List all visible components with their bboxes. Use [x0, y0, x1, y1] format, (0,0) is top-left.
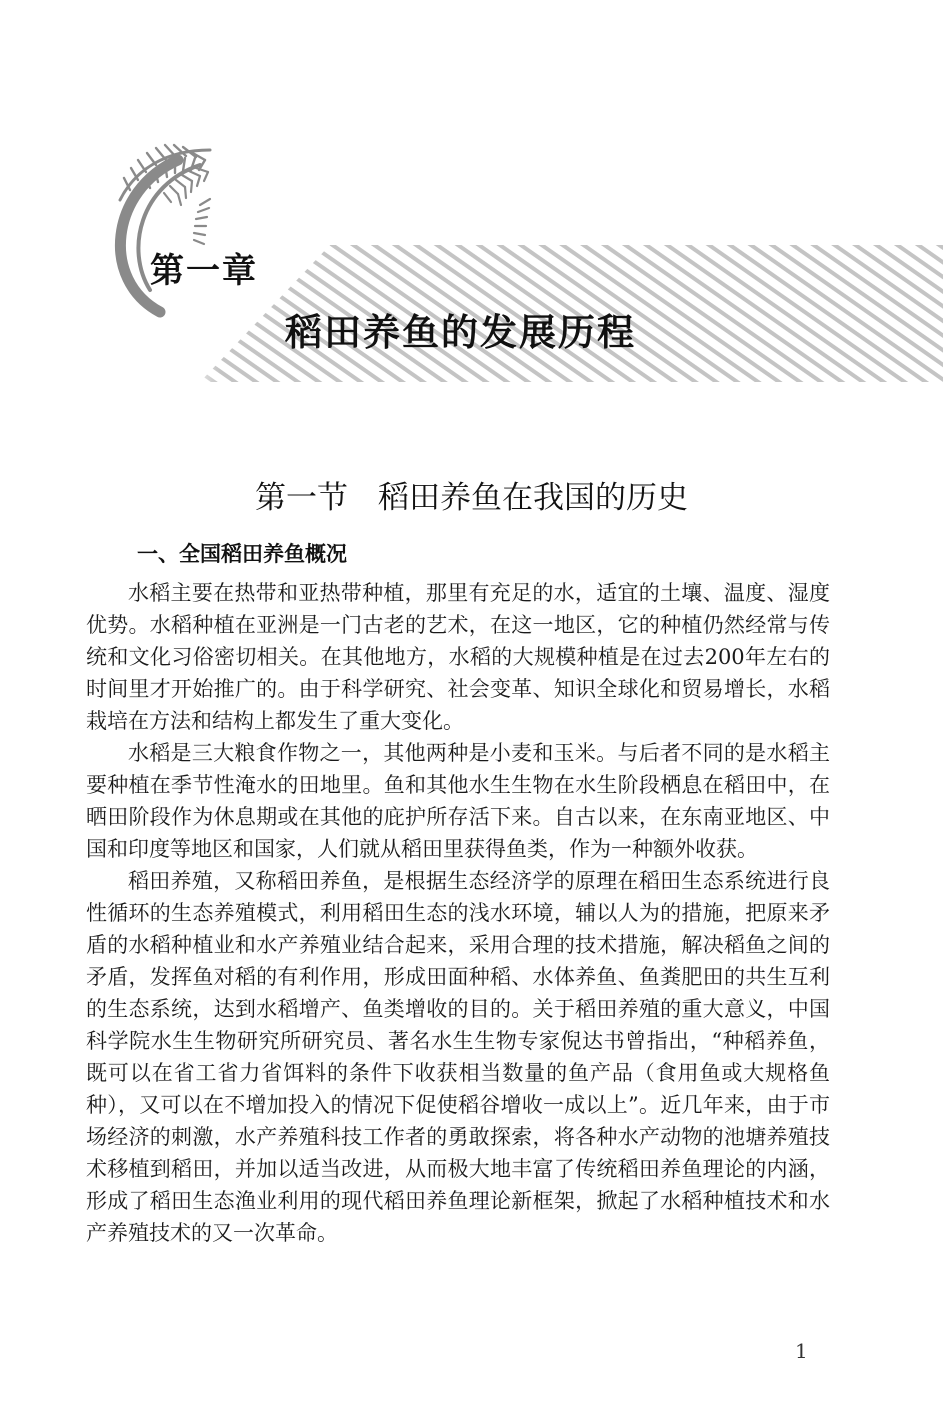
body-text — [86, 577, 830, 1249]
paragraph: 水稻是三大粮食作物之一，其他两种是小麦和玉米。与后者不同的是水稻主要种植在季节性淹水的田地里。鱼和其他水生生物在水生阶段栖息在稻田中，在晒田阶段作为休息期或在其他的庇护所存活下来。自古以来，在东南亚地区、中国和印度等地区和国家，人们就从稻田里获得鱼类，作为一种额外收获。 — [86, 741, 830, 861]
section-number: 第一节 — [255, 480, 348, 516]
section-title: 稻田养鱼在我国的历史 — [378, 480, 688, 516]
paragraph: 稻田养殖，又称稻田养鱼，是根据生态经济学的原理在稻田生态系统进行良性循环的生态养殖模式，利用稻田生态的浅水环境，辅以人为的措施，把原来矛盾的水稻种植业和水产养殖业结合起来，采用合理的技术措施，解决稻鱼之间的矛盾，发挥鱼对稻的有利作用，形成田面种稻、水体养鱼、鱼粪肥田的共生互利的生态系统，达到水稻增产、鱼类增收的目的。关于稻田养殖的重大意义，中国科学院水生生物研究所研究员、著名水生生物专家倪达书曾指出，“种稻养鱼，既可以在省工省力省饵料的条件下收获相当数量的鱼产品（食用鱼或大规格鱼种），又可以在不增加投入的情况下促使稻谷增收一成以上”。近几年来，由于市场经济的刺激，水产养殖科技工作者的勇敢探索，将各种水产动物的池塘养殖技术移植到稻田，并加以适当改进，从而极大地丰富了传统稻田养鱼理论的内涵，形成了稻田生态渔业利用的现代稻田养鱼理论新框架，掀起了水稻种植技术和水产养殖技术的又一次革命。 — [86, 869, 830, 1245]
section-heading — [0, 472, 943, 517]
chapter-number: 第一章 — [150, 251, 258, 291]
subsection-heading: 一、全国稻田养鱼概况 — [137, 542, 347, 566]
page-number: 1 — [795, 1339, 808, 1363]
chapter-title: 稻田养鱼的发展历程 — [285, 311, 636, 354]
paragraph: 水稻主要在热带和亚热带种植，那里有充足的水，适宜的土壤、温度、湿度优势。水稻种植在亚洲是一门古老的艺术，在这一地区，它的种植仍然经常与传统和文化习俗密切相关。在其他地方，水稻的大规模种植是在过去200年左右的时间里才开始推广的。由于科学研究、社会变革、知识全球化和贸易增长，水稻栽培在方法和结构上都发生了重大变化。 — [86, 581, 830, 733]
